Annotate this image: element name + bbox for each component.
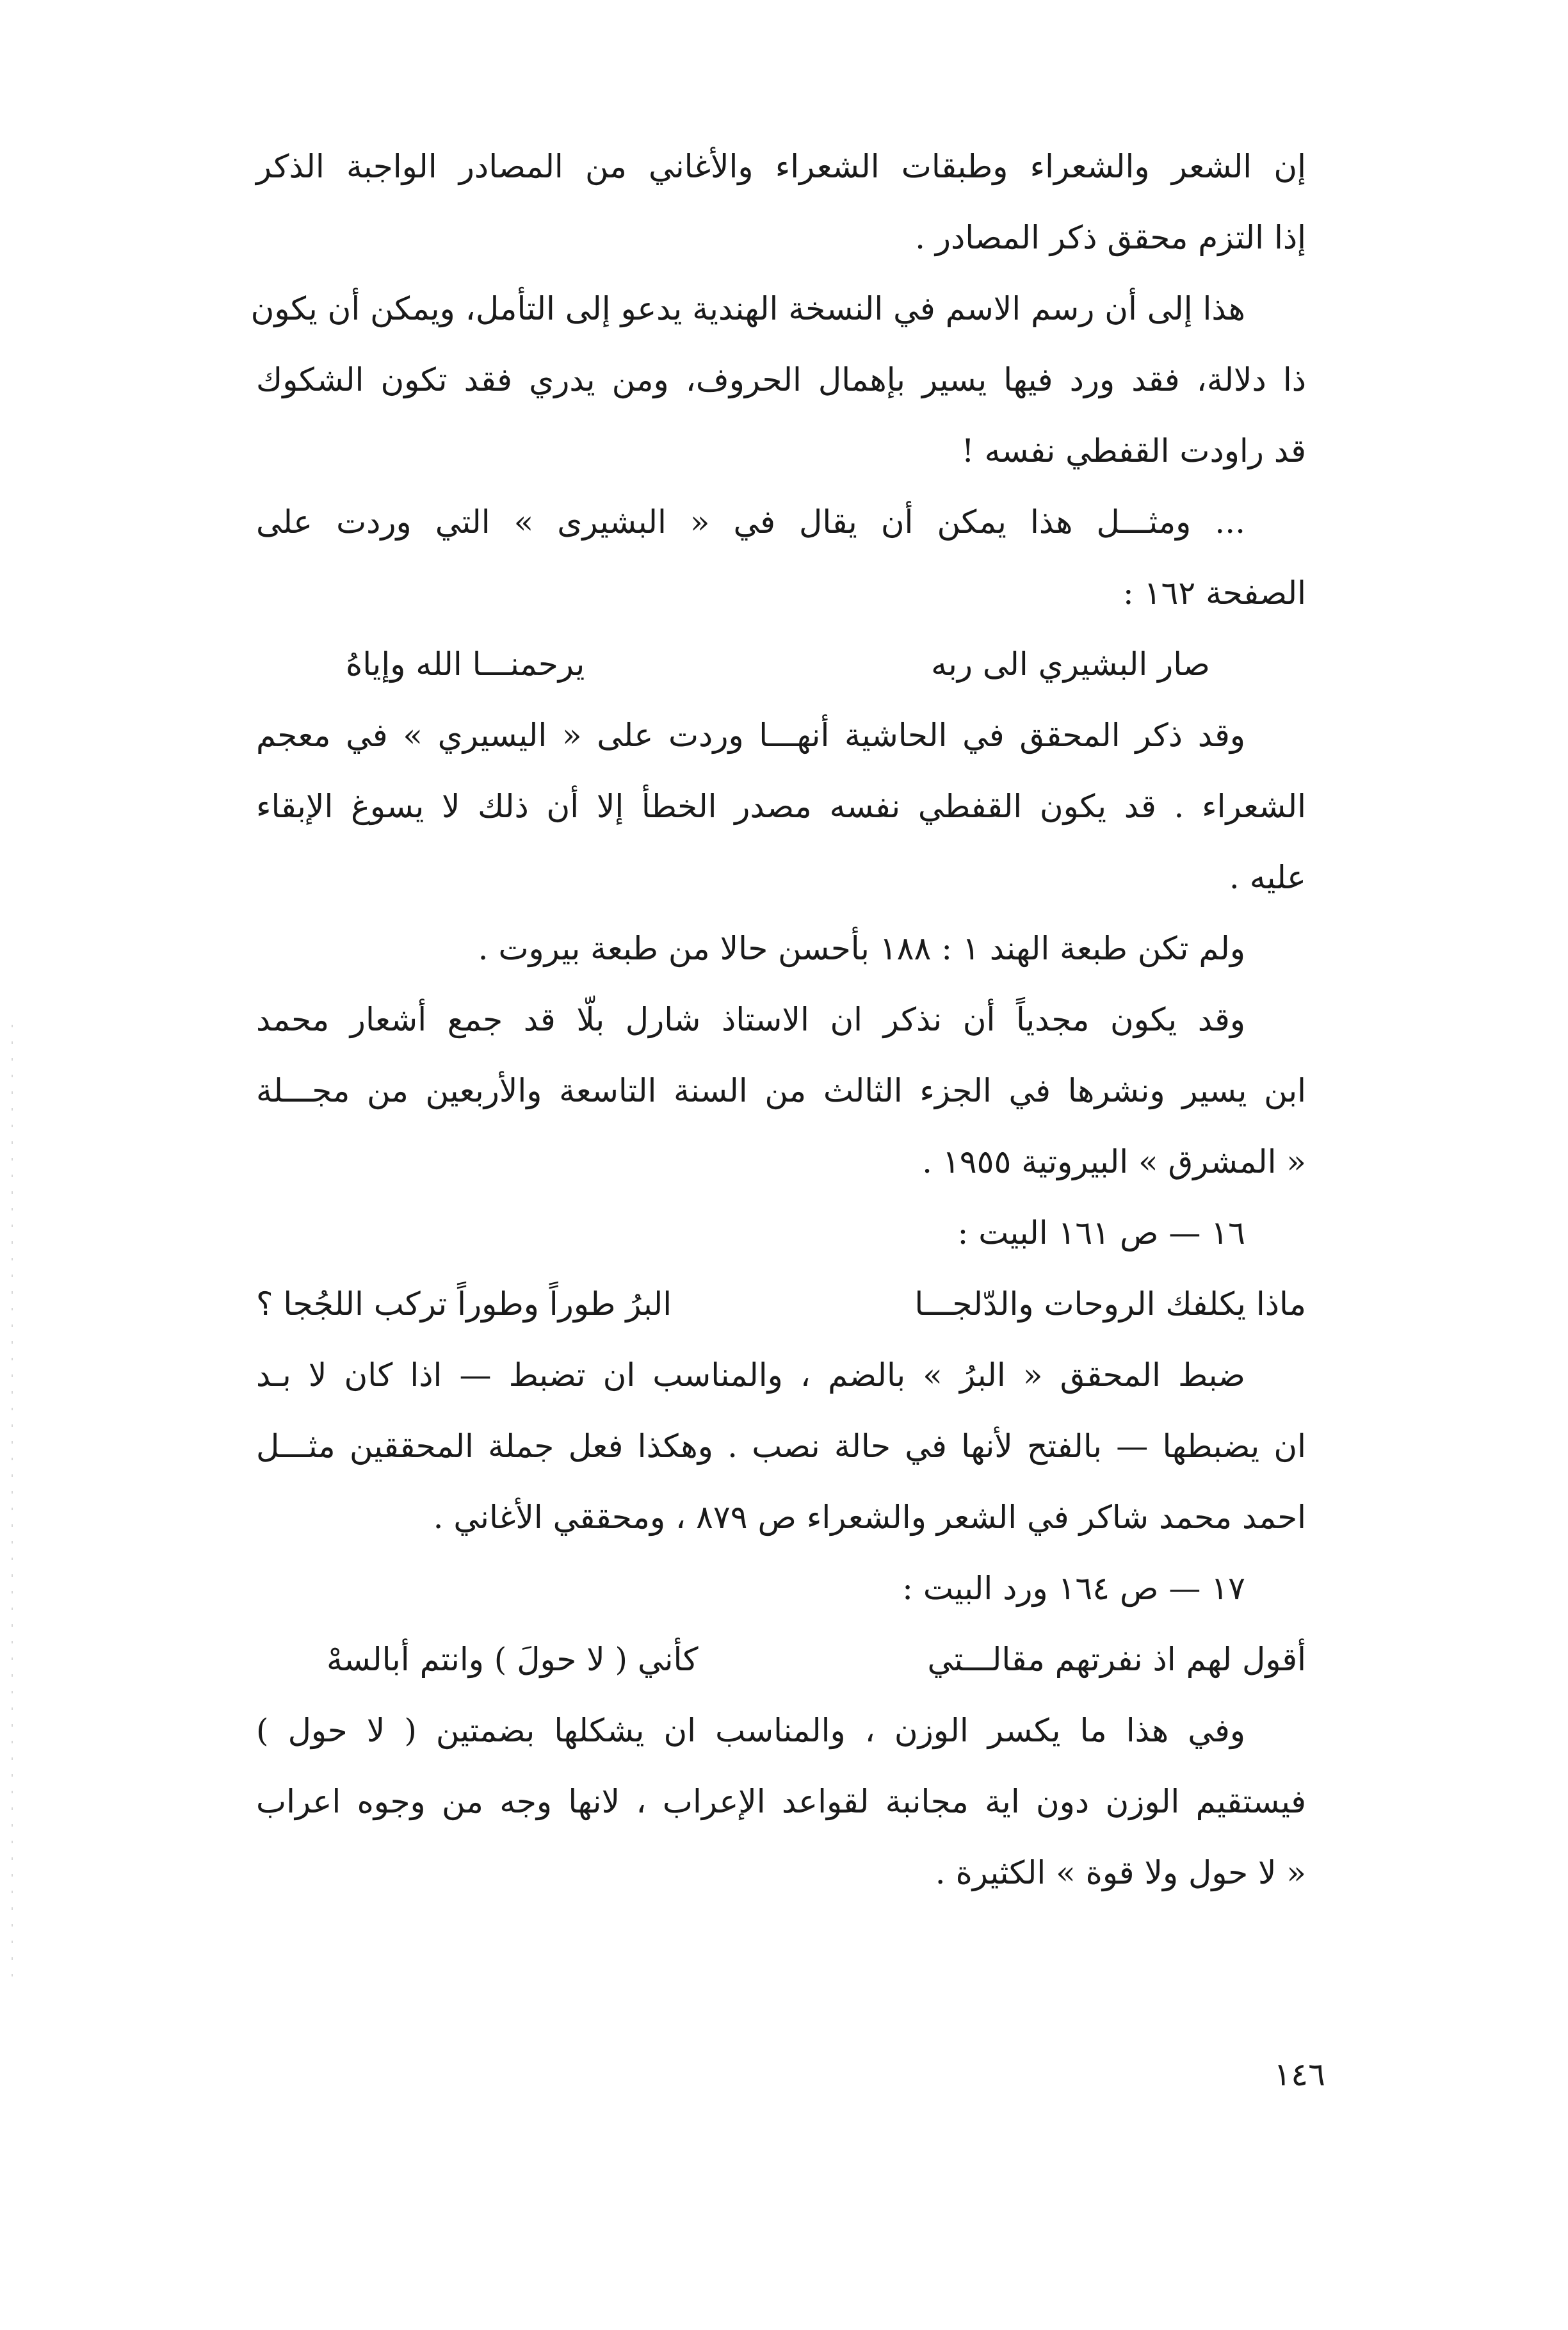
verse-second-hemistich: البرُ طوراً وطوراً تركب اللجُجا ؟ bbox=[256, 1285, 672, 1323]
verse-first-hemistich: ماذا يكلفك الروحات والدّلجـــا bbox=[914, 1285, 1306, 1323]
verse-first-hemistich: صار البشيري الى ربه bbox=[931, 646, 1210, 683]
text-line: وقد ذكر المحقق في الحاشية أنهـــا وردت على « اليسيري » في معجم bbox=[256, 717, 1245, 754]
text-line: ... ومثـــل هذا يمكن أن يقال في « البشيرى » التي وردت على bbox=[256, 503, 1245, 541]
text-line: فيستقيم الوزن دون اية مجانبة لقواعد الإعراب ، لانها وجه من وجوه اعراب bbox=[256, 1783, 1306, 1820]
text-line: ابن يسير ونشرها في الجزء الثالث من السنة التاسعة والأربعين من مجـــلة bbox=[256, 1072, 1306, 1109]
poetry-verse bbox=[256, 1269, 1306, 1340]
section-heading: ١٧ — ص ١٦٤ ورد البيت : bbox=[902, 1570, 1245, 1607]
section-heading: ١٦ — ص ١٦١ البيت : bbox=[957, 1214, 1245, 1251]
verse-second-hemistich: كأني ( لا حولَ ) وانتم أبالسهْ bbox=[327, 1641, 699, 1678]
poetry-verse bbox=[256, 629, 1306, 700]
scan-margin-artifact bbox=[12, 1025, 13, 1985]
text-line: « المشرق » البيروتية ١٩٥٥ . bbox=[922, 1143, 1306, 1180]
text-line: احمد محمد شاكر في الشعر والشعراء ص ٨٧٩ ، ومحققي الأغاني . bbox=[433, 1499, 1306, 1536]
text-line: الشعراء . قد يكون القفطي نفسه مصدر الخطأ إلا أن ذلك لا يسوغ الإبقاء bbox=[256, 788, 1306, 825]
text-line: ضبط المحقق « البرُ » بالضم ، والمناسب ان تضبط — اذا كان لا بـد bbox=[256, 1356, 1245, 1394]
text-line: هذا إلى أن رسم الاسم في النسخة الهندية يدعو إلى التأمل، ويمكن أن يكون bbox=[250, 290, 1245, 327]
text-line: إن الشعر والشعراء وطبقات الشعراء والأغاني من المصادر الواجبة الذكر bbox=[256, 148, 1306, 185]
text-line: ان يضبطها — بالفتح لأنها في حالة نصب . وهكذا فعل جملة المحققين مثـــل bbox=[256, 1428, 1306, 1465]
verse-second-hemistich: يرحمنـــا الله وإياهُ bbox=[346, 646, 585, 683]
text-line: « لا حول ولا قوة » الكثيرة . bbox=[935, 1854, 1306, 1891]
text-line: قد راودت القفطي نفسه ! bbox=[961, 432, 1306, 469]
page-number: ١٤٦ bbox=[1273, 2056, 1325, 2093]
body-text bbox=[250, 131, 1306, 1909]
text-line: إذا التزم محقق ذكر المصادر . bbox=[915, 219, 1306, 256]
poetry-verse bbox=[256, 1624, 1306, 1695]
text-line: وقد يكون مجدياً أن نذكر ان الاستاذ شارل بلّا قد جمع أشعار محمد bbox=[256, 1001, 1245, 1038]
text-line: الصفحة ١٦٢ : bbox=[1122, 574, 1306, 612]
text-line: ذا دلالة، فقد ورد فيها يسير بإهمال الحروف، ومن يدري فقد تكون الشكوك bbox=[256, 361, 1306, 398]
text-line: عليه . bbox=[1229, 859, 1306, 896]
verse-first-hemistich: أقول لهم اذ نفرتهم مقالـــتي bbox=[927, 1641, 1306, 1678]
text-line: وفي هذا ما يكسر الوزن ، والمناسب ان يشكلها بضمتين ( لا حول ) bbox=[256, 1712, 1245, 1749]
text-line: ولم تكن طبعة الهند ١ : ١٨٨ بأحسن حالا من طبعة بيروت . bbox=[478, 930, 1245, 967]
